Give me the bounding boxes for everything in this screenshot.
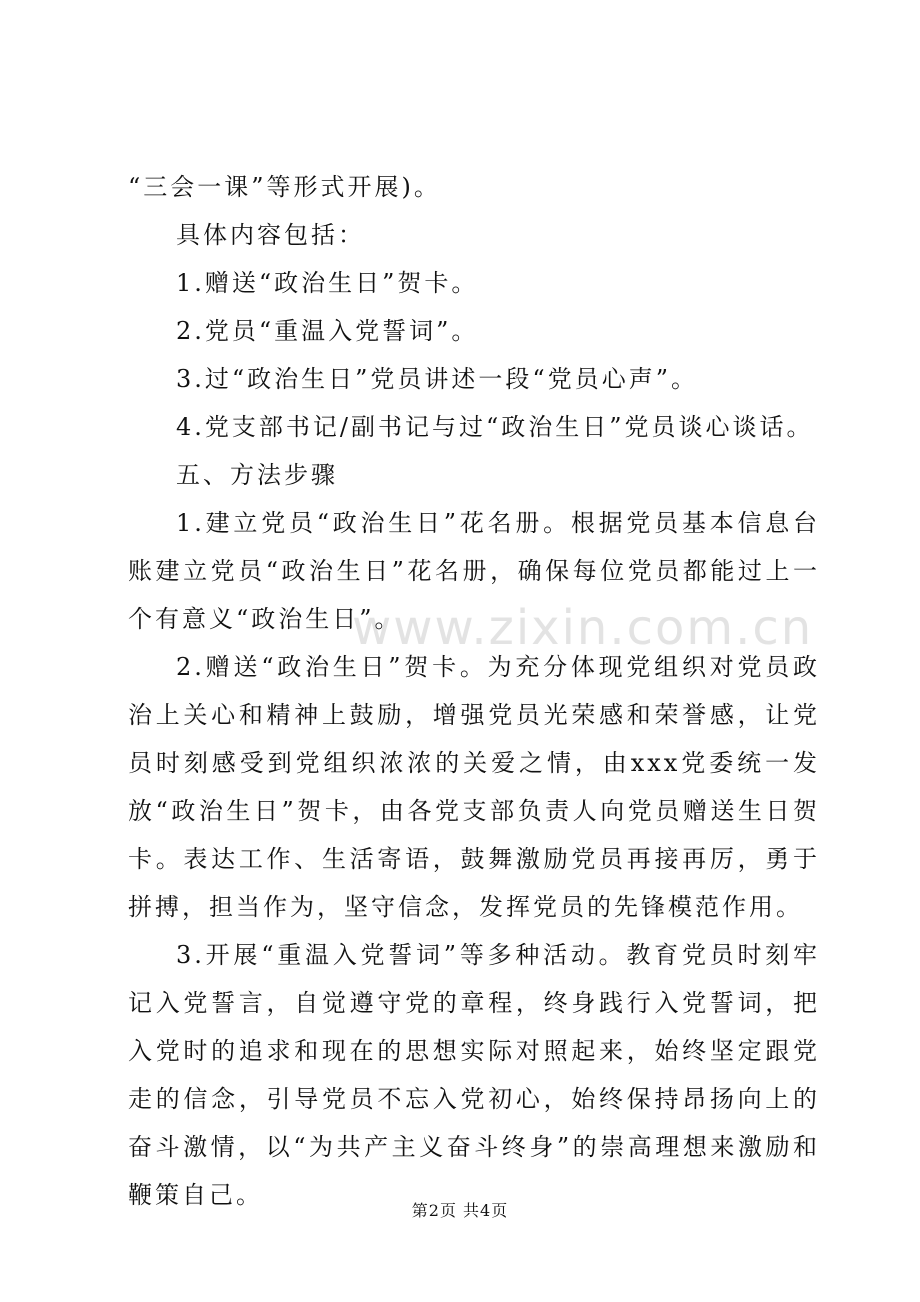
list-item: 1.赠送“政治生日”贺卡。 <box>176 269 479 297</box>
list-item: 3.过“政治生日”党员讲述一段“党员心声”。 <box>176 365 698 393</box>
page-footer: 第2页 共4页 <box>411 1201 509 1220</box>
paragraph: 3.开展“重温入党誓词”等多种活动。教育党员时刻牢记入党誓言，自觉遵守党的章程，终身践行入党誓词，把入党时的追求和现在的思想实际对照起来，始终坚定跟党走的信念，引导党员不忘入党初心，始终保持昂扬向上的奋斗激情，以“为共产主义奋斗终身”的崇高理想来激励和鞭策自己。 <box>128 941 820 1209</box>
list-item: 4.党支部书记/副书记与过“政治生日”党员谈心谈话。 <box>176 413 814 441</box>
list-item: 2.党员“重温入党誓词”。 <box>176 317 479 345</box>
watermark: www.zixin.com.cn <box>352 600 814 656</box>
paragraph: 具体内容包括： <box>176 221 365 249</box>
document-body <box>128 163 820 1219</box>
paragraph: “三会一课”等形式开展)。 <box>128 173 441 201</box>
paragraph: 2.赠送“政治生日”贺卡。为充分体现党组织对党员政治上关心和精神上鼓励，增强党员光荣感和荣誉感，让党员时刻感受到党组织浓浓的关爱之情，由xxx党委统一发放“政治生日”贺卡，由各党支部负责人向党员赠送生日贺卡。表达工作、生活寄语，鼓舞激励党员再接再厉，勇于拼搏，担当作为，坚守信念，发挥党员的先锋模范作用。 <box>128 653 820 921</box>
paragraph: 1.建立党员“政治生日”花名册。根据党员基本信息台账建立党员“政治生日”花名册，确保每位党员都能过上一个有意义“政治生日”。 <box>128 509 820 633</box>
section-heading: 五、方法步骤 <box>176 461 338 489</box>
